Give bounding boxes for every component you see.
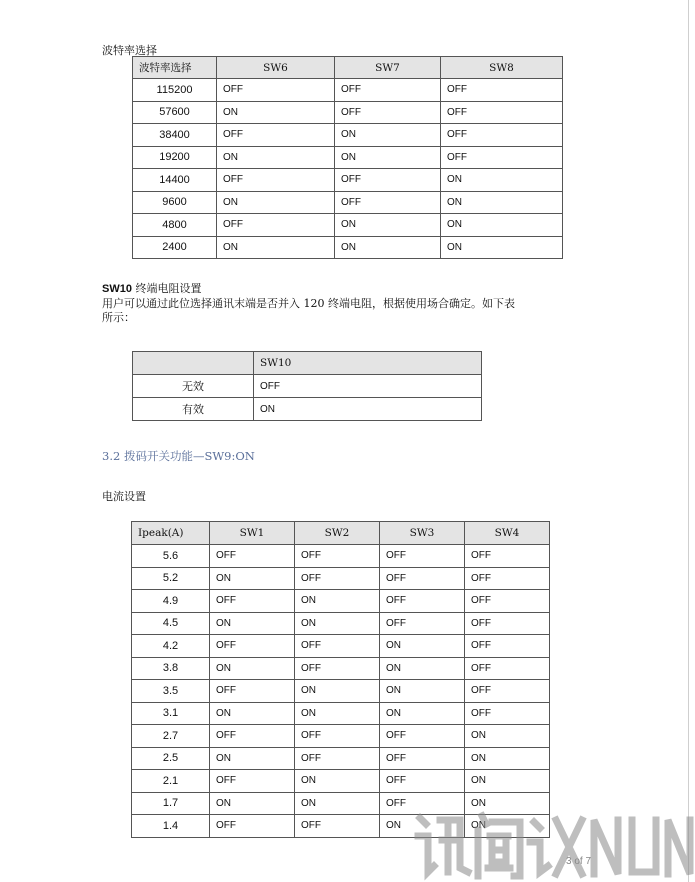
sw10-row <box>133 398 482 421</box>
sw10-header-cell <box>133 352 254 375</box>
current-row <box>132 725 550 748</box>
baud-rate-table <box>132 56 563 259</box>
current-cell: OFF <box>210 815 295 838</box>
baud-cell: OFF <box>217 79 335 102</box>
baud-cell: OFF <box>335 191 441 214</box>
watermark-logo-icon <box>412 806 695 882</box>
current-cell: OFF <box>210 725 295 748</box>
current-cell: OFF <box>380 792 465 815</box>
current-cell: OFF <box>380 545 465 568</box>
baud-cell: 14400 <box>133 169 217 192</box>
current-cell: OFF <box>295 747 380 770</box>
current-row <box>132 545 550 568</box>
current-cell: OFF <box>380 747 465 770</box>
baud-cell: ON <box>441 236 563 259</box>
current-cell: 4.9 <box>132 590 210 613</box>
current-cell: OFF <box>380 567 465 590</box>
current-cell: 4.5 <box>132 612 210 635</box>
baud-header-cell: SW8 <box>441 57 563 79</box>
current-row <box>132 567 550 590</box>
baud-cell: ON <box>335 124 441 147</box>
current-cell: 3.1 <box>132 702 210 725</box>
baud-cell: 38400 <box>133 124 217 147</box>
current-cell: OFF <box>465 702 550 725</box>
sw10-cell: OFF <box>254 375 482 398</box>
current-cell: ON <box>295 680 380 703</box>
current-cell: OFF <box>295 567 380 590</box>
current-cell: ON <box>210 747 295 770</box>
current-cell: OFF <box>465 590 550 613</box>
baud-section-title: 波特率选择 <box>102 44 157 57</box>
baud-cell: ON <box>441 191 563 214</box>
baud-cell: 4800 <box>133 214 217 237</box>
current-cell: ON <box>465 792 550 815</box>
current-cell: ON <box>210 792 295 815</box>
current-cell: ON <box>295 770 380 793</box>
current-header-cell: SW3 <box>380 522 465 545</box>
current-header-cell: SW2 <box>295 522 380 545</box>
current-section-title: 电流设置 <box>102 490 146 503</box>
baud-cell: 2400 <box>133 236 217 259</box>
baud-cell: 19200 <box>133 146 217 169</box>
baud-cell: OFF <box>335 169 441 192</box>
current-cell: ON <box>380 815 465 838</box>
baud-cell: ON <box>335 236 441 259</box>
sw10-desc-line1: 用户可以通过此位选择通讯末端是否并入 120 终端电阻，根据使用场合确定。如下表 <box>102 297 515 310</box>
current-cell: OFF <box>295 657 380 680</box>
current-cell: OFF <box>465 635 550 658</box>
current-cell: OFF <box>210 635 295 658</box>
current-cell: 1.7 <box>132 792 210 815</box>
current-cell: OFF <box>295 815 380 838</box>
current-cell: OFF <box>295 635 380 658</box>
current-cell: OFF <box>380 612 465 635</box>
current-cell: OFF <box>380 590 465 613</box>
current-cell: ON <box>295 590 380 613</box>
sw10-heading <box>102 280 201 296</box>
current-cell: ON <box>210 567 295 590</box>
sw10-header-cell: SW10 <box>254 352 482 375</box>
current-cell: OFF <box>465 567 550 590</box>
sw10-row <box>133 375 482 398</box>
current-header-cell: SW1 <box>210 522 295 545</box>
sw10-cell: 有效 <box>133 398 254 421</box>
baud-cell: OFF <box>441 146 563 169</box>
baud-cell: ON <box>335 214 441 237</box>
current-header-row <box>132 522 550 545</box>
current-cell: 5.6 <box>132 545 210 568</box>
baud-cell: ON <box>217 146 335 169</box>
current-cell: ON <box>380 680 465 703</box>
current-cell: ON <box>380 702 465 725</box>
current-row <box>132 770 550 793</box>
baud-cell: OFF <box>441 101 563 124</box>
baud-cell: 57600 <box>133 101 217 124</box>
sw10-cell: ON <box>254 398 482 421</box>
current-cell: 4.2 <box>132 635 210 658</box>
current-row <box>132 657 550 680</box>
current-cell: ON <box>465 725 550 748</box>
baud-cell: ON <box>441 169 563 192</box>
current-cell: ON <box>465 747 550 770</box>
baud-header-cell: SW6 <box>217 57 335 79</box>
baud-cell: OFF <box>335 79 441 102</box>
baud-row <box>133 214 563 237</box>
current-row <box>132 590 550 613</box>
current-row <box>132 747 550 770</box>
current-cell: OFF <box>380 725 465 748</box>
current-cell: ON <box>210 612 295 635</box>
baud-row <box>133 169 563 192</box>
current-cell: 2.5 <box>132 747 210 770</box>
current-cell: OFF <box>465 680 550 703</box>
current-cell: OFF <box>295 725 380 748</box>
baud-row <box>133 79 563 102</box>
current-row <box>132 702 550 725</box>
current-setting-table <box>131 521 550 838</box>
page-number: 3 of 7 <box>566 856 592 867</box>
section-3-2-heading: 3.2 拨码开关功能—SW9:ON <box>102 449 255 463</box>
sw10-heading-bold: SW10 <box>102 283 132 295</box>
page-edge-line <box>688 0 689 882</box>
watermark-logo <box>412 806 695 882</box>
baud-cell: ON <box>335 146 441 169</box>
current-header-cell: SW4 <box>465 522 550 545</box>
current-cell: ON <box>380 657 465 680</box>
current-cell: 3.8 <box>132 657 210 680</box>
baud-cell: OFF <box>217 124 335 147</box>
current-row <box>132 635 550 658</box>
current-row <box>132 612 550 635</box>
baud-cell: ON <box>217 236 335 259</box>
current-cell: OFF <box>210 770 295 793</box>
current-cell: OFF <box>465 657 550 680</box>
baud-row <box>133 191 563 214</box>
baud-row <box>133 124 563 147</box>
baud-cell: OFF <box>217 214 335 237</box>
baud-cell: ON <box>441 214 563 237</box>
current-cell: OFF <box>210 590 295 613</box>
current-cell: OFF <box>210 545 295 568</box>
baud-cell: OFF <box>335 101 441 124</box>
current-cell: 2.7 <box>132 725 210 748</box>
current-cell: ON <box>295 702 380 725</box>
current-cell: OFF <box>465 545 550 568</box>
sw10-cell: 无效 <box>133 375 254 398</box>
baud-cell: ON <box>217 191 335 214</box>
baud-cell: 9600 <box>133 191 217 214</box>
current-cell: OFF <box>380 770 465 793</box>
current-cell: OFF <box>465 612 550 635</box>
current-cell: 1.4 <box>132 815 210 838</box>
current-cell: ON <box>295 612 380 635</box>
baud-cell: ON <box>217 101 335 124</box>
sw10-heading-rest: 终端电阻设置 <box>135 282 202 295</box>
current-cell: 5.2 <box>132 567 210 590</box>
current-cell: ON <box>465 815 550 838</box>
sw10-table <box>132 351 482 421</box>
current-row <box>132 680 550 703</box>
baud-row <box>133 101 563 124</box>
baud-row <box>133 236 563 259</box>
baud-cell: 115200 <box>133 79 217 102</box>
current-cell: ON <box>210 702 295 725</box>
current-cell: ON <box>210 657 295 680</box>
baud-header-row <box>133 57 563 79</box>
current-cell: ON <box>295 792 380 815</box>
current-cell: 3.5 <box>132 680 210 703</box>
current-cell: 2.1 <box>132 770 210 793</box>
current-header-cell: Ipeak(A) <box>132 522 210 545</box>
sw10-header-row <box>133 352 482 375</box>
baud-cell: OFF <box>441 124 563 147</box>
baud-cell: OFF <box>441 79 563 102</box>
current-cell: OFF <box>210 680 295 703</box>
sw10-desc-line2: 所示： <box>102 311 135 324</box>
current-cell: ON <box>465 770 550 793</box>
current-cell: OFF <box>295 545 380 568</box>
baud-header-cell: 波特率选择 <box>133 57 217 79</box>
current-cell: ON <box>380 635 465 658</box>
baud-cell: OFF <box>217 169 335 192</box>
baud-header-cell: SW7 <box>335 57 441 79</box>
baud-row <box>133 146 563 169</box>
